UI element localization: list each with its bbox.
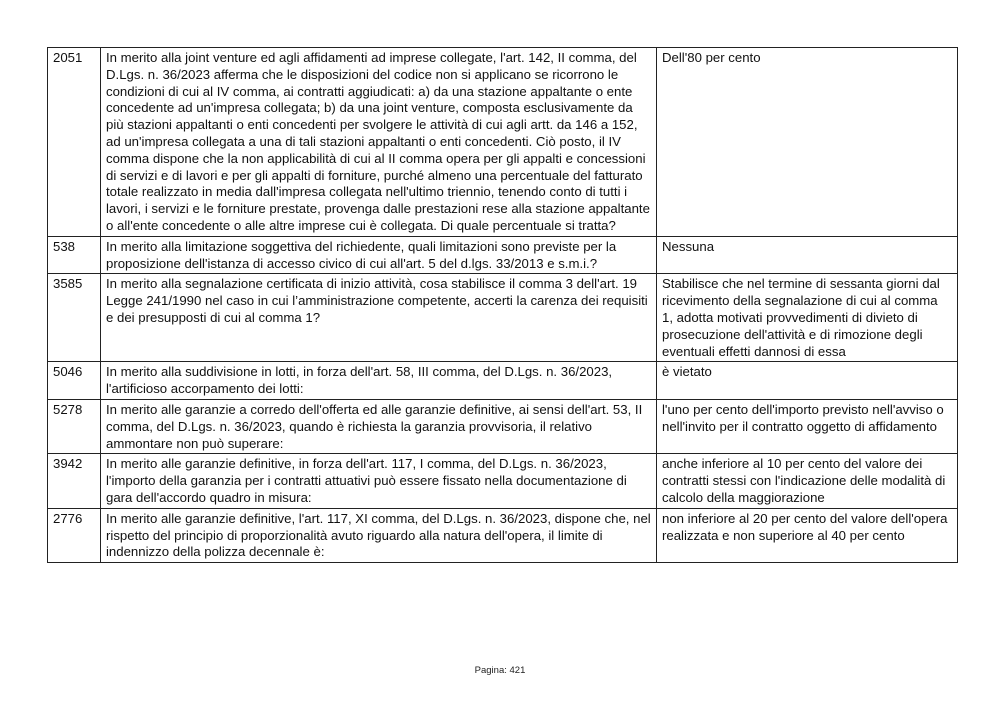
question-text-cell: In merito alla limitazione soggettiva del richiedente, quali limitazioni sono previste per la proposizione dell'istanza di accesso civico di cui all'art. 5 del d.lgs. 33/2013 e s.m.i.? — [101, 236, 657, 274]
answer-text-cell: Stabilisce che nel termine di sessanta giorni dal ricevimento della segnalazione di cui al comma 1, adotta motivati provvedimenti di divieto di prosecuzione dell'attività e di rimozione degli eventuali effetti dannosi di essa — [657, 274, 958, 362]
answer-text-cell: anche inferiore al 10 per cento del valore dei contratti stessi con l'indicazione delle modalità di calcolo della maggiorazione — [657, 454, 958, 508]
question-id-cell: 3585 — [48, 274, 101, 362]
answer-text-cell: Nessuna — [657, 236, 958, 274]
question-id-cell: 538 — [48, 236, 101, 274]
answer-text-cell: l'uno per cento dell'importo previsto nell'avviso o nell'invito per il contratto oggetto di affidamento — [657, 399, 958, 453]
question-text-cell: In merito alla suddivisione in lotti, in forza dell'art. 58, III comma, del D.Lgs. n. 36/2023, l'artificioso accorpamento dei lotti: — [101, 362, 657, 400]
answer-text-cell: è vietato — [657, 362, 958, 400]
question-text-cell: In merito alle garanzie definitive, l'art. 117, XI comma, del D.Lgs. n. 36/2023, dispone che, nel rispetto del principio di proporzionalità avuto riguardo alla natura dell'opera, il limite di indennizzo della polizza decennale è: — [101, 508, 657, 562]
table-row — [48, 236, 958, 274]
question-id-cell: 5046 — [48, 362, 101, 400]
question-id-cell: 2051 — [48, 48, 101, 237]
question-answer-table — [47, 47, 958, 563]
page-number: Pagina: 421 — [474, 665, 526, 676]
question-id-cell: 5278 — [48, 399, 101, 453]
question-id-cell: 3942 — [48, 454, 101, 508]
table-row — [48, 362, 958, 400]
table-row — [48, 48, 958, 237]
table-row — [48, 274, 958, 362]
question-id-cell: 2776 — [48, 508, 101, 562]
question-text-cell: In merito alla segnalazione certificata di inizio attività, cosa stabilisce il comma 3 dell'art. 19 Legge 241/1990 nel caso in cui l’amministrazione competente, accerti la carenza dei requisiti e dei presupposti di cui al comma 1? — [101, 274, 657, 362]
answer-text-cell: Dell'80 per cento — [657, 48, 958, 237]
question-text-cell: In merito alle garanzie definitive, in forza dell'art. 117, I comma, del D.Lgs. n. 36/2023, l'importo della garanzia per i contratti attuativi può essere fissato nella documentazione di gara dell'accordo quadro in misura: — [101, 454, 657, 508]
question-text-cell: In merito alla joint venture ed agli affidamenti ad imprese collegate, l'art. 142, II comma, del D.Lgs. n. 36/2023 afferma che le disposizioni del codice non si applicano se ricorrono le condizioni di cui al IV comma, ai contratti aggiudicati: a) da una stazione appaltante o ente concedente ad un'impresa collegata; b) da una joint venture, composta esclusivamente da più stazioni appaltanti o enti concedenti per svolgere le attività di cui agli artt. da 146 a 152, ad un'impresa collegata a una di tali stazioni appaltanti o enti concedenti. Ciò posto, il IV comma dispone che la non applicabilità di cui al II comma opera per gli appalti e concessioni di servizi e di lavori e per gli appalti di forniture, purché almeno una percentuale del fatturato totale realizzato in media dall'impresa collegata nell'ultimo triennio, tenendo conto di tutti i lavori, i servizi e le forniture prestate, provenga dalle prestazioni rese alla stazione appaltante o all'ente concedente o alle altre imprese cui è collegata. Di quale percentuale si tratta? — [101, 48, 657, 237]
table-row — [48, 399, 958, 453]
table-row — [48, 508, 958, 562]
answer-text-cell: non inferiore al 20 per cento del valore dell'opera realizzata e non superiore al 40 per cento — [657, 508, 958, 562]
question-text-cell: In merito alle garanzie a corredo dell'offerta ed alle garanzie definitive, ai sensi dell'art. 53, II comma, del D.Lgs. n. 36/2023, quando è richiesta la garanzia provvisoria, il relativo ammontare non può superare: — [101, 399, 657, 453]
table-row — [48, 454, 958, 508]
